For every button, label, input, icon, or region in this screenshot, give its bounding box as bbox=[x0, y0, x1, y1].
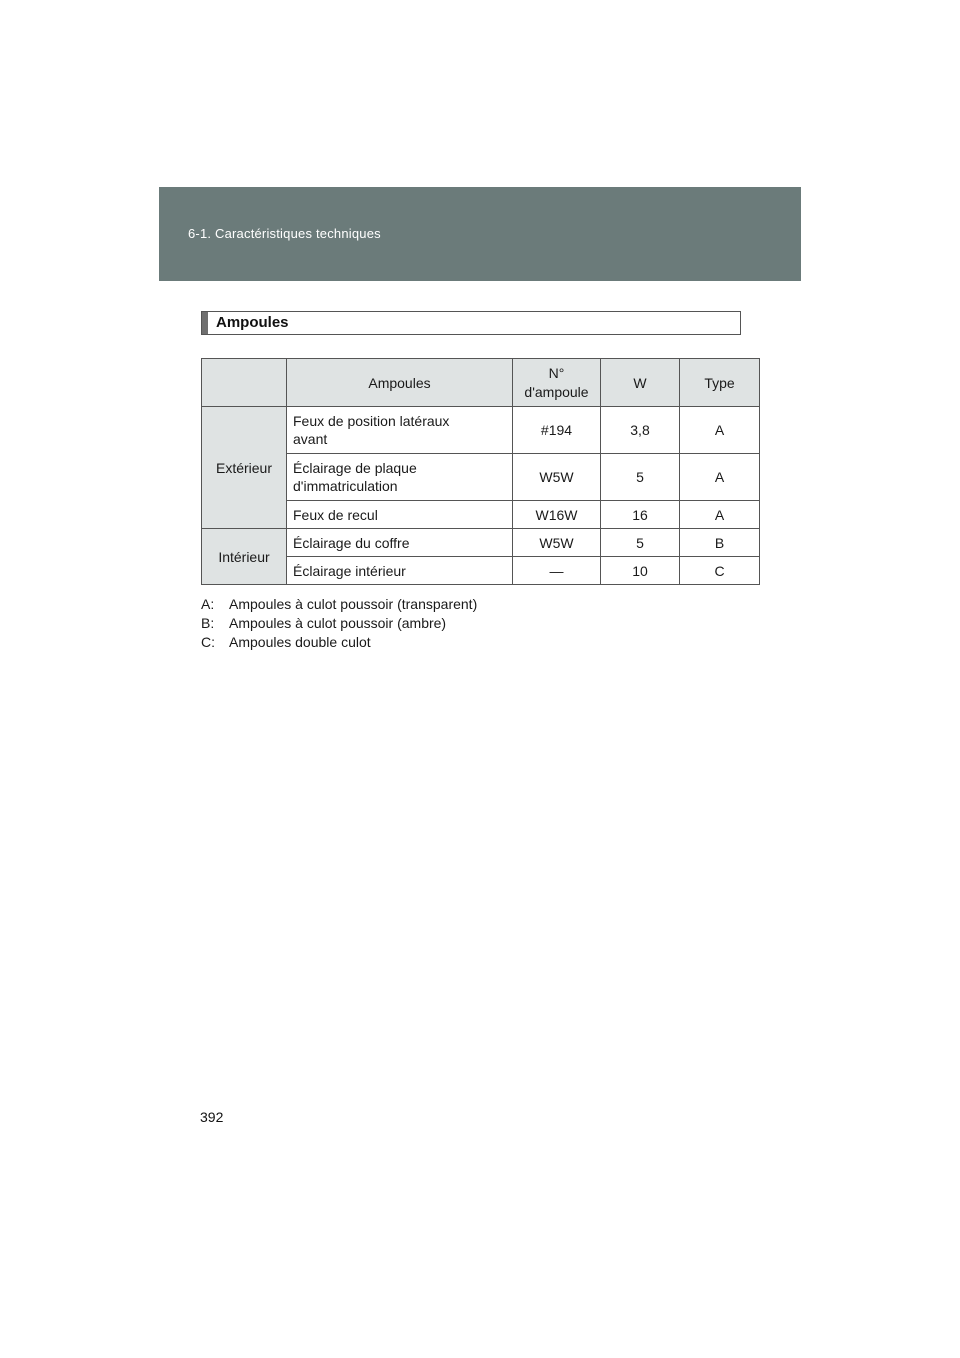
note-key: A: bbox=[201, 596, 215, 612]
bulbs-table bbox=[201, 358, 760, 585]
group-label-exterior: Extérieur bbox=[202, 407, 287, 529]
note-item bbox=[201, 633, 477, 652]
bulb-name: Feux de recul bbox=[287, 501, 513, 529]
note-key: B: bbox=[201, 615, 215, 631]
bulb-watt: 5 bbox=[601, 529, 680, 557]
bulb-watt: 10 bbox=[601, 557, 680, 585]
page-number: 392 bbox=[200, 1109, 224, 1125]
header-cell-type: Type bbox=[680, 359, 760, 407]
note-text: Ampoules double culot bbox=[229, 634, 371, 650]
bulb-watt: 16 bbox=[601, 501, 680, 529]
bulb-number: #194 bbox=[513, 407, 601, 454]
bulb-number: W5W bbox=[513, 454, 601, 501]
bulb-type: B bbox=[680, 529, 760, 557]
bulb-type: A bbox=[680, 501, 760, 529]
note-key: C: bbox=[201, 634, 215, 650]
section-heading-bar bbox=[202, 312, 208, 334]
section-title: Ampoules bbox=[216, 314, 289, 331]
bulb-number: — bbox=[513, 557, 601, 585]
bulb-number: W16W bbox=[513, 501, 601, 529]
bulb-watt: 5 bbox=[601, 454, 680, 501]
header-cell-bulbs: Ampoules bbox=[287, 359, 513, 407]
header-cell-watt: W bbox=[601, 359, 680, 407]
section-heading bbox=[201, 311, 741, 335]
table-row bbox=[202, 529, 760, 557]
bulb-type: A bbox=[680, 454, 760, 501]
bulb-type: A bbox=[680, 407, 760, 454]
bulb-watt: 3,8 bbox=[601, 407, 680, 454]
table-row bbox=[202, 407, 760, 454]
bulb-name: Éclairage intérieur bbox=[287, 557, 513, 585]
header-cell-empty bbox=[202, 359, 287, 407]
note-text: Ampoules à culot poussoir (ambre) bbox=[229, 615, 447, 631]
bulb-type: C bbox=[680, 557, 760, 585]
table-header-row bbox=[202, 359, 760, 407]
bulb-name: Éclairage de plaque d'immatriculation bbox=[287, 454, 513, 501]
note-text: Ampoules à culot poussoir (transparent) bbox=[229, 596, 478, 612]
header-band bbox=[159, 187, 801, 281]
bulb-name: Éclairage du coffre bbox=[287, 529, 513, 557]
header-cell-bulb-number: N° d'ampoule bbox=[513, 359, 601, 407]
bulb-name: Feux de position latéraux avant bbox=[287, 407, 513, 454]
group-label-interior: Intérieur bbox=[202, 529, 287, 585]
legend-notes bbox=[201, 595, 477, 652]
note-item bbox=[201, 595, 477, 614]
breadcrumb: 6-1. Caractéristiques techniques bbox=[188, 226, 381, 241]
bulb-number: W5W bbox=[513, 529, 601, 557]
note-item bbox=[201, 614, 477, 633]
